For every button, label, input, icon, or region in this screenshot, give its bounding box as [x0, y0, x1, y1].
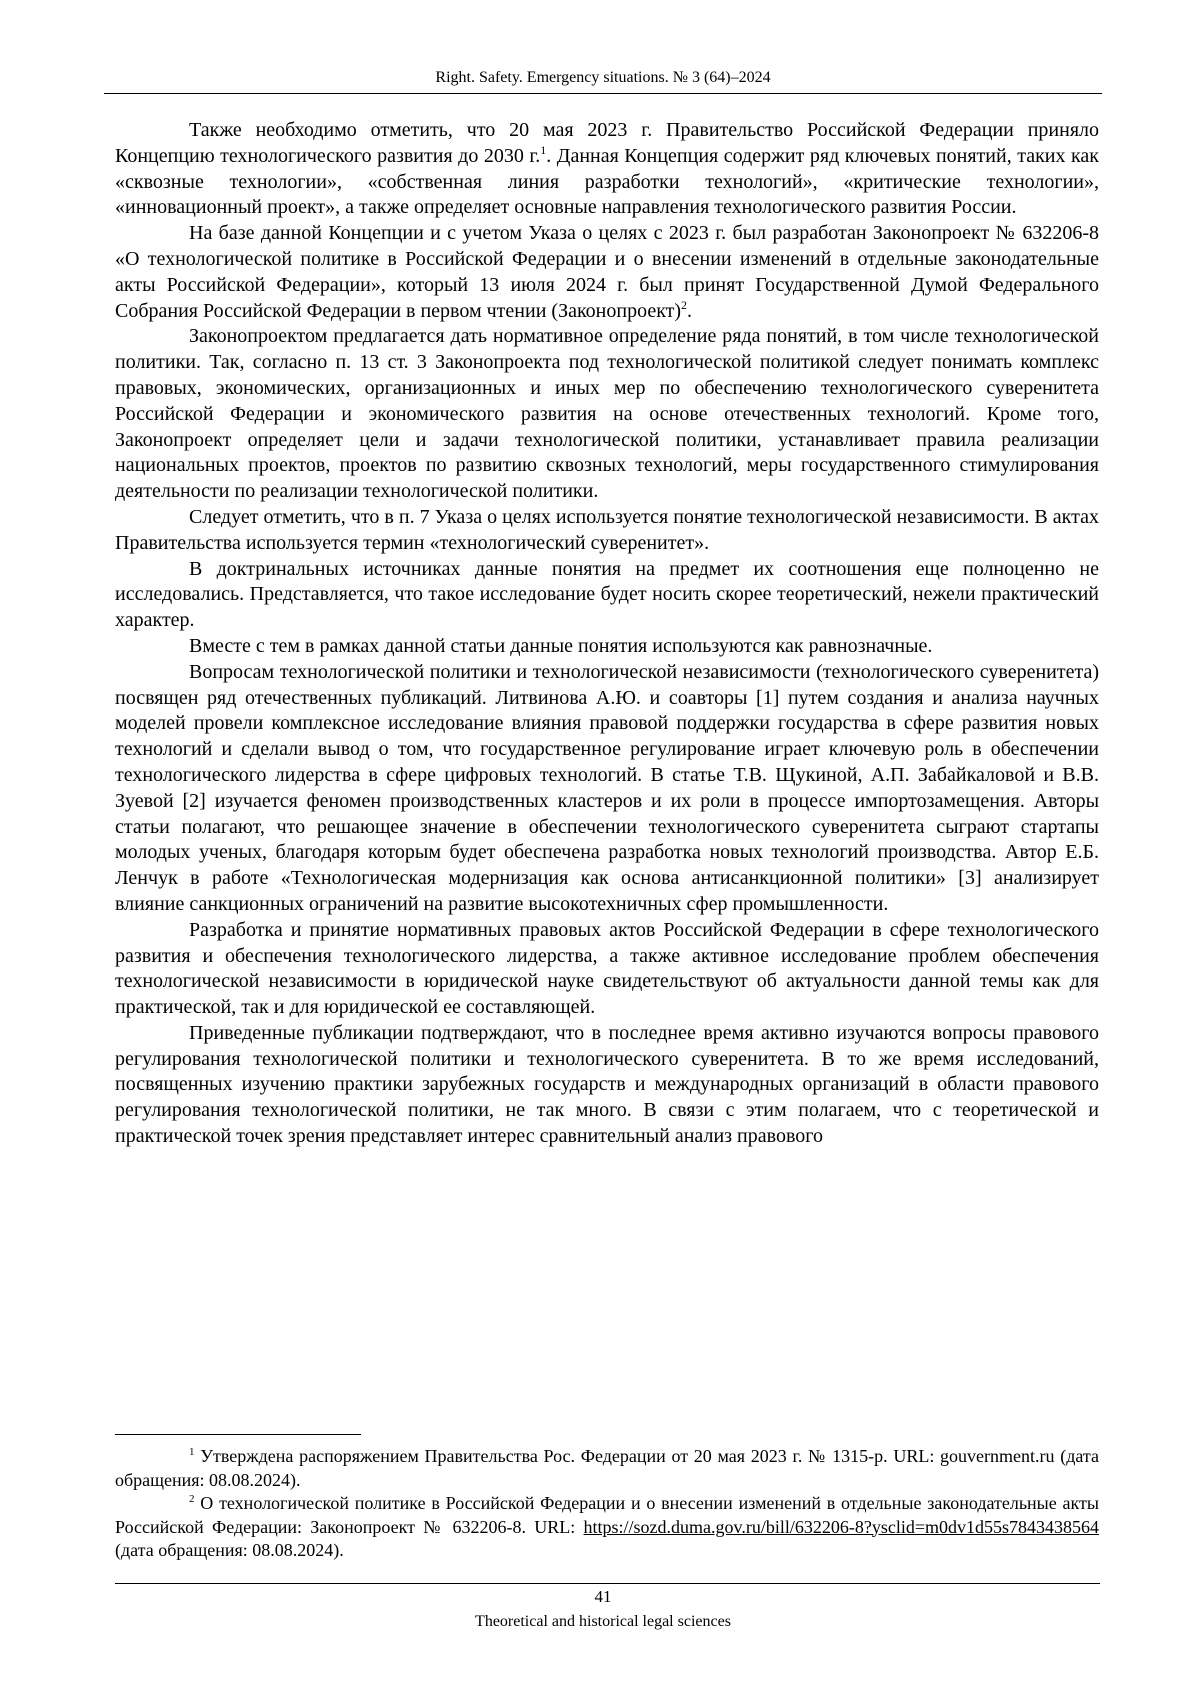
paragraph: Следует отметить, что в п. 7 Указа о целях используется понятие технологической независимости. В актах Правительства используется термин «технологический суверенитет». — [115, 505, 1099, 554]
footnote-mark: 2 — [189, 1493, 195, 1505]
paragraph-text: На базе данной Концепции и с учетом Указа о целях с 2023 г. был разработан Законопроект № 632206-8 «О технологической политике в Российской Федерации и о внесении изменений в отдельные законодательные акты Российской Федерации», который 13 июля 2024 г. был принят Государственной Думой Федерального Собрания Российской Федерации в первом чтении (Законопроект) — [115, 222, 1099, 322]
page-number: 41 — [594, 1587, 612, 1606]
footnote-text: О технологической политике в Российской Федерации и о внесении изменений в отдельные законодательные акты Российской Федерации: Законопроект № 632206-8. URL: — [115, 1493, 1099, 1537]
footnotes — [115, 1445, 1099, 1563]
footnote-link[interactable]: https://sozd.duma.gov.ru/bill/632206-8?ysclid=m0dv1d55s7843438564 — [583, 1516, 1099, 1537]
running-footer: Theoretical and historical legal sciences — [475, 1613, 731, 1630]
footnote-text: Утверждена распоряжением Правительства Рос. Федерации от 20 мая 2023 г. № 1315-р. URL: gouvernment.ru (дата обращения: 08.08.2024). — [115, 1446, 1099, 1490]
footnote-text-tail: (дата обращения: 08.08.2024). — [115, 1540, 344, 1560]
footnote-2 — [115, 1492, 1099, 1563]
paragraph: Разработка и принятие нормативных правовых актов Российской Федерации в сфере технологического развития и обеспечения технологического лидерства, а также активное исследование проблем обеспечения технологической независимости в юридической науке свидетельствуют об актуальности данной темы как для практической, так и для юридической ее составляющей. — [115, 918, 1099, 1019]
footnote-rule — [115, 1434, 361, 1435]
article-body — [115, 118, 1099, 1150]
paragraph: Вместе с тем в рамках данной статьи данные понятия используются как равнозначные. — [189, 634, 933, 657]
footnote-ref[interactable]: 1 — [540, 142, 547, 157]
header-rule — [104, 93, 1102, 94]
paragraph — [115, 118, 1099, 221]
footnote-mark: 1 — [189, 1446, 195, 1458]
running-header: Right. Safety. Emergency situations. № 3 (64)–2024 — [435, 69, 771, 86]
footnote-ref[interactable]: 2 — [681, 297, 688, 312]
paragraph — [115, 221, 1099, 324]
paragraph-text: Также необходимо отметить, что 20 мая 2023 г. Правительство Российской Федерации приняло Концепцию технологического развития до 2030 г. — [115, 119, 1099, 167]
footnote-1 — [115, 1445, 1099, 1492]
paragraph: Приведенные публикации подтверждают, что в последнее время активно изучаются вопросы правового регулирования технологической политики и технологического суверенитета. В то же время исследований, посвященных изучению практики зарубежных государств и международных организаций в области правового регулирования технологической политики, не так много. В связи с этим полагаем, что с теоретической и практической точек зрения представляет интерес сравнительный анализ правового — [115, 1021, 1099, 1148]
paragraph: Вопросам технологической политики и технологической независимости (технологического суверенитета) посвящен ряд отечественных публикаций. Литвинова А.Ю. и соавторы [1] путем создания и анализа научных моделей провели комплексное исследование влияния правовой поддержки государства в сфере развития новых технологий и сделали вывод о том, что государственное регулирование играет ключевую роль в обеспечении технологического лидерства в сфере цифровых технологий. В статье Т.В. Щукиной, А.П. Забайкаловой и В.В. Зуевой [2] изучается феномен производственных кластеров и их роли в процессе импортозамещения. Авторы статьи полагают, что решающее значение в обеспечении технологического суверенитета сыграют стартапы молодых ученых, благодаря которым будет обеспечена разработка новых технологий производства. Автор Е.Б. Ленчук в работе «Технологическая модернизация как основа антисанкционной политики» [3] анализирует влияние санкционных ограничений на развитие высокотехничных сфер промышленности. — [115, 660, 1099, 915]
paragraph: В доктринальных источниках данные понятия на предмет их соотношения еще полноценно не исследовались. Представляется, что такое исследование будет носить скорее теоретический, нежели практический характер. — [115, 557, 1099, 632]
paragraph: Законопроектом предлагается дать нормативное определение ряда понятий, в том числе технологической политики. Так, согласно п. 13 ст. 3 Законопроекта под технологической политикой следует понимать комплекс правовых, экономических, организационных и иных мер по обеспечению технологического суверенитета Российской Федерации и экономического развития на основе отечественных технологий. Кроме того, Законопроект определяет цели и задачи технологической политики, устанавливает правила реализации национальных проектов, проектов по развитию сквозных технологий, меры государственного стимулирования деятельности по реализации технологической политики. — [115, 325, 1099, 503]
footer-rule — [115, 1583, 1100, 1584]
paragraph-text: . — [687, 299, 693, 322]
paragraph-text: . Данная Концепция содержит ряд ключевых понятий, таких как «сквозные технологии», «собственная линия разработки технологий», «критические технологии», «инновационный проект», а также определяет основные направления технологического развития России. — [115, 144, 1099, 219]
